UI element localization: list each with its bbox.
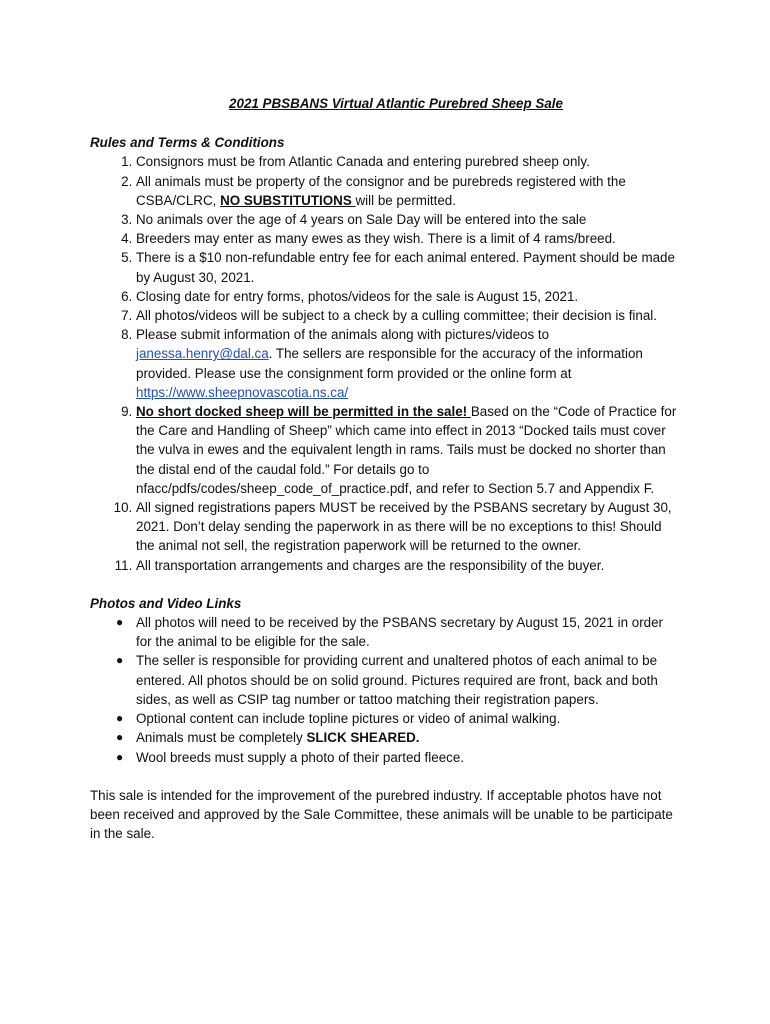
- rules-list: [90, 152, 682, 574]
- photo-item: ● All photos will need to be received by the PSBANS secretary by August 15, 2021 in order for the animal to be eligible for the sale.: [116, 615, 664, 650]
- document-body: [90, 94, 682, 843]
- rule-item: 4. Breeders may enter as many ewes as they wish. There is a limit of 4 rams/breed.: [136, 229, 682, 248]
- rule-item: 7. All photos/videos will be subject to a check by a culling committee; their decision is final.: [136, 306, 682, 325]
- bullet-icon: ●: [116, 711, 124, 726]
- bullet-icon: ●: [116, 730, 124, 745]
- photo-item: ● Wool breeds must supply a photo of their parted fleece.: [136, 748, 682, 767]
- rule-item: 8. Please submit information of the animals along with pictures/videos to janessa.henry@dal.ca. The sellers are responsible for the accuracy of the information provided. Please use the consignment form provided or the online form at https://www.sheepnovascotia.ns.ca/: [136, 325, 682, 402]
- photo-item: ● The seller is responsible for providing current and unaltered photos of each animal to be entered. All photos should be on solid ground. Pictures required are front, back and both sides, as well as CSIP tag number or tattoo matching their registration papers.: [116, 653, 658, 707]
- rule-item: 6. Closing date for entry forms, photos/videos for the sale is August 15, 2021.: [136, 287, 682, 306]
- bullet-icon: ●: [116, 615, 124, 630]
- rule-item: 10. All signed registrations papers MUST be received by the PSBANS secretary by August 30, 2021. Don’t delay sending the paperwork in as there will be no exceptions to this! Should the animal not sell, the registration paperwork will be returned to the owner.: [136, 498, 682, 556]
- website-link[interactable]: https://www.sheepnovascotia.ns.ca/: [136, 384, 349, 400]
- rule-item: 3. No animals over the age of 4 years on Sale Day will be entered into the sale: [136, 210, 682, 229]
- photos-list: [90, 613, 682, 767]
- photo-item: ● Optional content can include topline pictures or video of animal walking.: [136, 709, 682, 728]
- rule-item: 2. All animals must be property of the consignor and be purebreds registered with the CSBA/CLRC, NO SUBSTITUTIONS will be permitted.: [136, 172, 682, 210]
- rule-item: 1. Consignors must be from Atlantic Canada and entering purebred sheep only.: [136, 152, 682, 171]
- rule-item: 11. All transportation arrangements and charges are the responsibility of the buyer.: [136, 556, 682, 575]
- slick-sheared-emphasis: SLICK SHEARED.: [306, 730, 420, 746]
- photos-heading: Photos and Video Links: [90, 595, 242, 611]
- rule-item: 9. No short docked sheep will be permitted in the sale! Based on the “Code of Practice for the Care and Handling of Sheep” which came into effect in 2013 “Docked tails must cover the vulva in ewes and the equivalent length in rams. Tails must be docked no shorter than the distal end of the caudal fold.” For details go to nfacc/pdfs/codes/sheep_code_of_practice.pdf, and refer to Section 5.7 and Appendix F.: [136, 402, 682, 498]
- document-title: 2021 PBSBANS Virtual Atlantic Purebred Sheep Sale: [229, 96, 563, 111]
- closing-paragraph: This sale is intended for the improvement of the purebred industry. If acceptable photos have not been received and approved by the Sale Committee, these animals will be unable to be participate in the sale.: [90, 787, 673, 842]
- rule-item: 5. There is a $10 non-refundable entry fee for each animal entered. Payment should be made by August 30, 2021.: [136, 248, 682, 286]
- no-substitutions-emphasis: NO SUBSTITUTIONS: [220, 192, 356, 208]
- bullet-icon: ●: [116, 653, 124, 668]
- photo-item: ● Animals must be completely SLICK SHEARED.: [136, 728, 682, 747]
- bullet-icon: ●: [116, 749, 124, 764]
- short-docked-emphasis: No short docked sheep will be permitted in the sale!: [136, 404, 471, 420]
- rules-heading: Rules and Terms & Conditions: [90, 135, 285, 151]
- email-link[interactable]: janessa.henry@dal.ca: [136, 346, 269, 362]
